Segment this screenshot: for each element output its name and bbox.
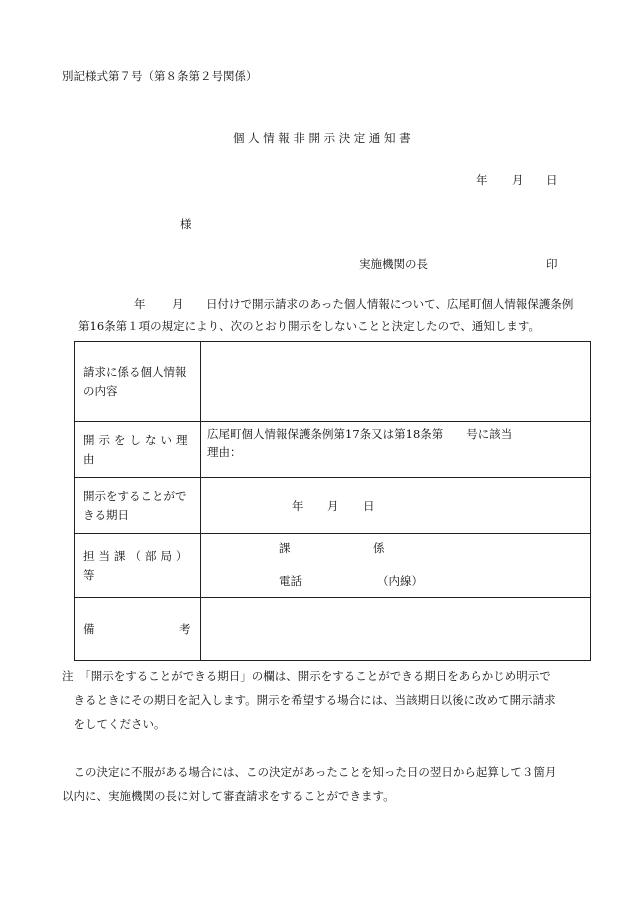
appeal-line-2: 以内に、実施機関の長に対して審査請求をすることができます。: [62, 789, 395, 803]
issuer-title: 実施機関の長: [359, 257, 428, 271]
department-phone: 電話: [279, 574, 302, 588]
body-year: 年: [134, 297, 146, 311]
addressee-honorific: 様: [180, 217, 192, 231]
table-row-period: [75, 478, 591, 534]
appeal-line-1: この決定に不服がある場合には、この決定があったことを知った日の翌日から起算して３箇月: [62, 765, 557, 779]
department-label: 担当課（部局）等: [75, 534, 201, 598]
seal-mark: 印: [546, 257, 558, 271]
content-label: 請求に係る個人情報 の内容: [75, 342, 201, 422]
form-number-label: 別記様式第７号（第８条第２号関係）: [62, 69, 258, 83]
body-text-rest: 日付けで開示請求のあった個人情報について、広尾町個人情報保護条例: [206, 297, 574, 311]
note-paragraph: [62, 664, 592, 736]
decision-details-table: [74, 341, 591, 661]
remarks-label: 備 考: [75, 598, 201, 661]
issue-date-year: 年: [476, 173, 488, 187]
issue-date-day: 日: [546, 173, 558, 187]
table-row-remarks: [75, 598, 591, 661]
department-value: [201, 534, 591, 598]
note-line-3: をしてください。: [62, 717, 166, 731]
period-year: 年: [292, 499, 304, 513]
department-staff: 係: [373, 541, 385, 555]
document-title: 個人情報非開示決定通知書: [233, 131, 415, 145]
note-line-2: きるときにその期日を記入します。開示を希望する場合には、当該期日以後に改めて開示請求: [62, 693, 556, 707]
content-value: [201, 342, 591, 422]
period-day: 日: [363, 499, 375, 513]
table-row-department: [75, 534, 591, 598]
department-section: 課: [279, 541, 291, 555]
department-extension: （内線）: [377, 574, 423, 588]
table-row-reason: [75, 422, 591, 478]
table-row-content: [75, 342, 591, 422]
reason-label: 開示をしない理由: [75, 422, 201, 478]
remarks-value: [201, 598, 591, 661]
issue-date-month: 月: [512, 173, 524, 187]
reason-line-1: 広尾町個人情報保護条例第17条又は第18条第 号に該当: [207, 427, 513, 441]
appeal-paragraph: [62, 760, 556, 808]
body-text-line-2: 第16条第１項の規定により、次のとおり開示をしないことと決定したので、通知します。: [78, 319, 540, 333]
reason-line-2: 理由：: [207, 445, 242, 459]
period-month: 月: [327, 499, 339, 513]
note-line-1: 注 「開示をすることができる期日」の欄は、開示をすることができる期日をあらかじめ明示で: [62, 669, 551, 683]
period-value: [201, 478, 591, 534]
reason-value: [201, 422, 591, 478]
body-month: 月: [172, 297, 184, 311]
period-label: 開示をすることがで きる期日: [75, 478, 201, 534]
